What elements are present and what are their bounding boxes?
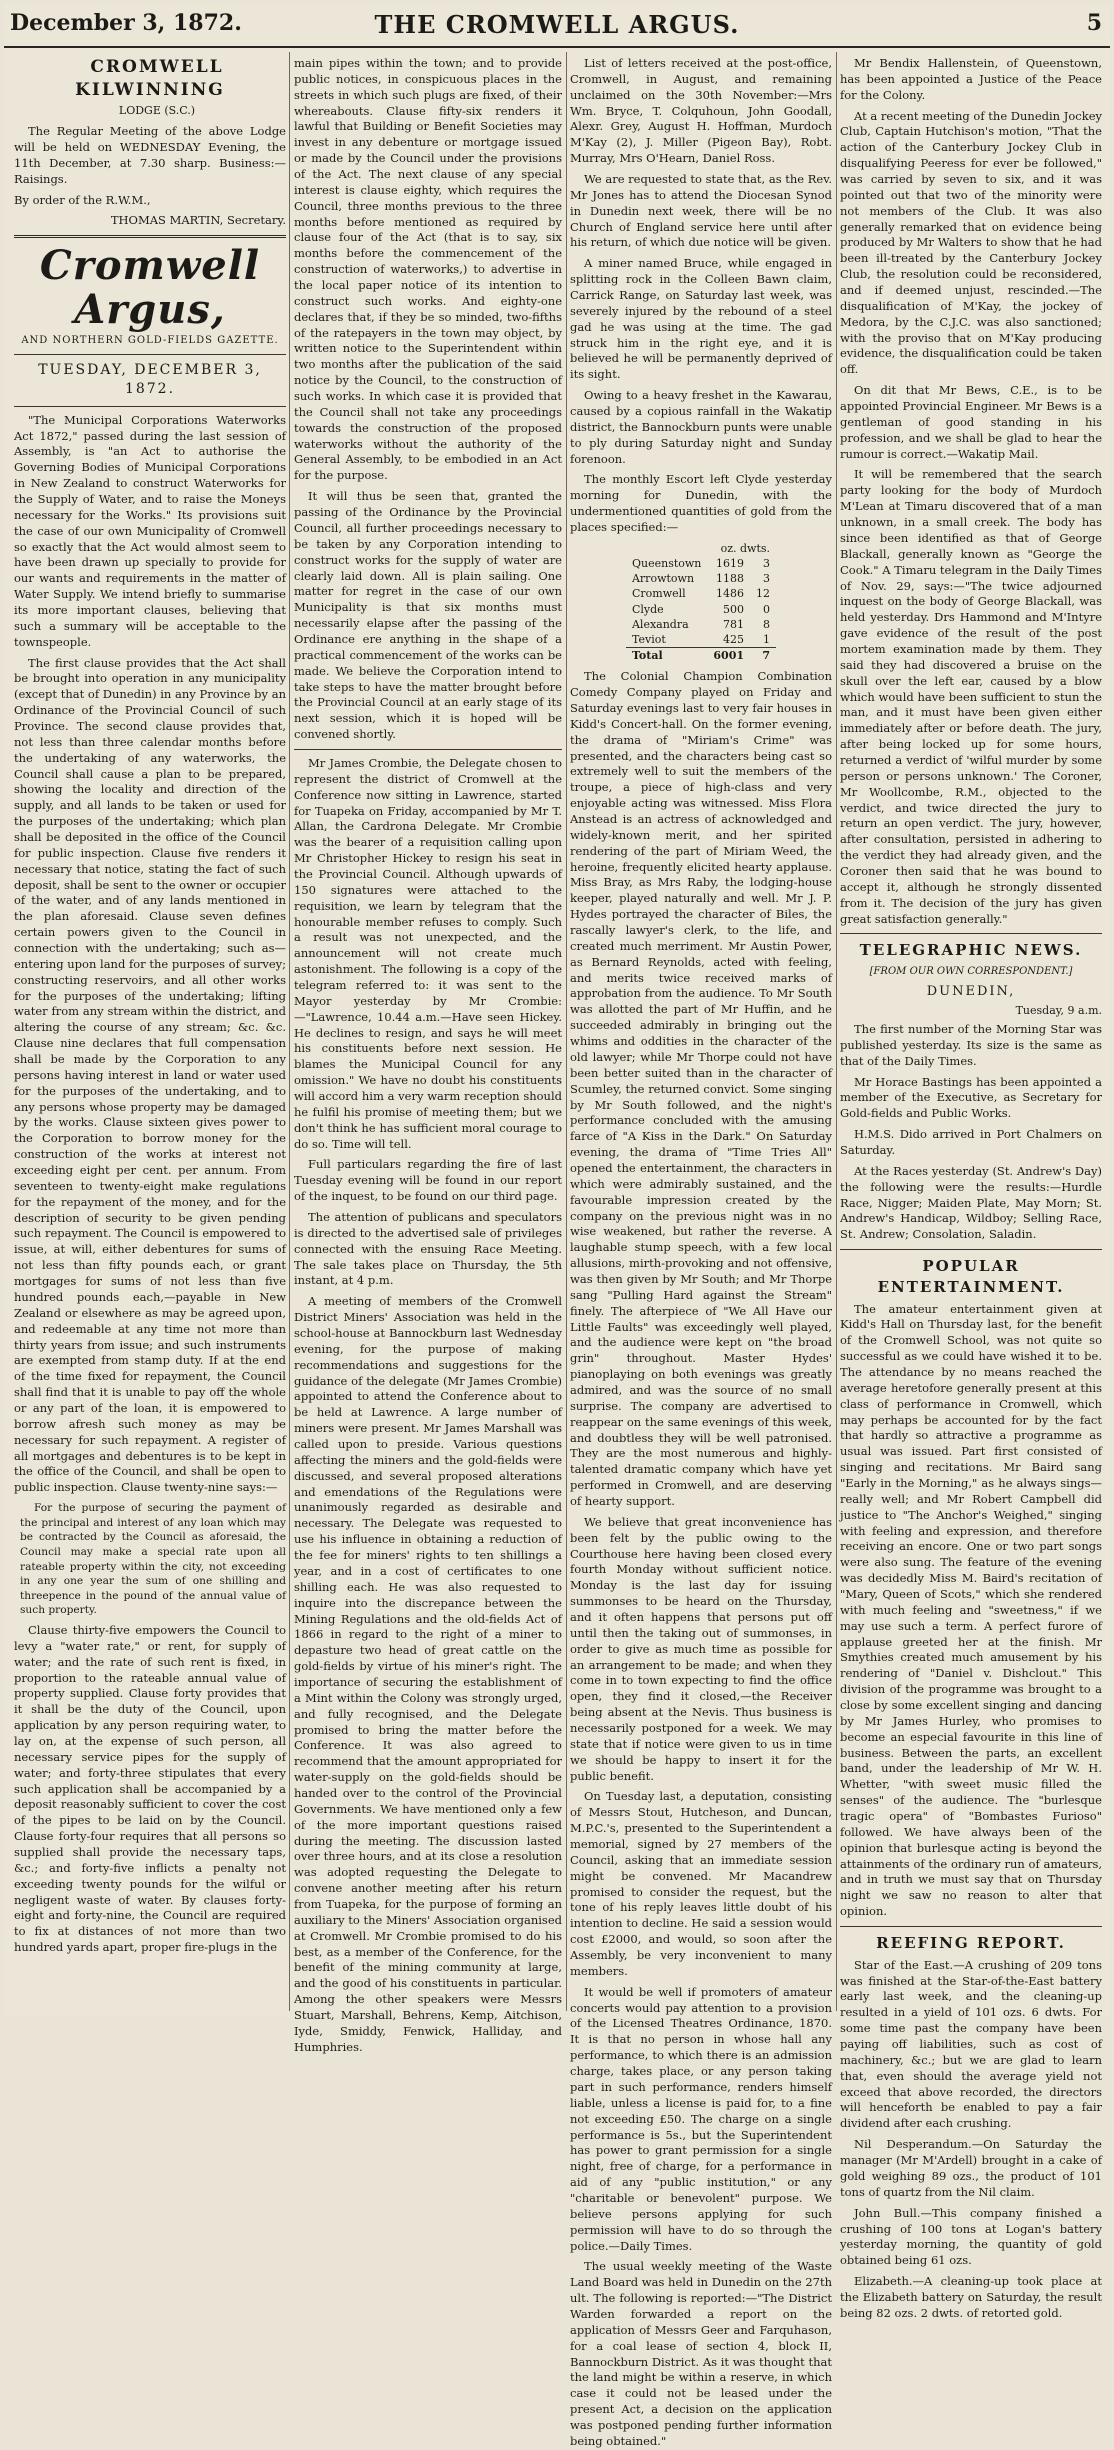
table-row [626, 617, 776, 632]
news-paragraph: Owing to a heavy freshet in the Kawarau, caused by a copious rainfall in the Wakatip district, the Bannockburn punts were unable to ply during Saturday night and Sunday forenoon. [570, 388, 832, 466]
table-row [626, 586, 776, 601]
news-paragraph: Full particulars regarding the fire of last Tuesday evening will be found in our report of the inquest, to be found on our third page. [294, 1157, 562, 1204]
column-rule [566, 52, 567, 2011]
reefing-item: Elizabeth.—A cleaning-up took place at the Elizabeth battery on Saturday, the result being 82 ozs. 2 dwts. of retorted gold. [840, 2274, 1102, 2320]
divider [840, 933, 1102, 934]
nameplate: Cromwell Argus, [39, 242, 261, 334]
gold-dwts: 3 [763, 572, 771, 586]
issue-date: December 3, 1872. [10, 10, 242, 36]
telegraphic-heading: TELEGRAPHIC NEWS. [859, 941, 1083, 960]
gold-place: Alexandra [631, 617, 689, 631]
gold-oz: 425 [723, 632, 745, 646]
popular-entertainment-heading: POPULAR ENTERTAINMENT. [877, 1257, 1065, 1296]
divider [294, 749, 562, 750]
news-paragraph: At a recent meeting of the Dunedin Jockey Club, Captain Hutchison's motion, "That the action of the Canterbury Jockey Club in disqualifying Peeress for ever be followed," was carried by seven to six, and it was pointed out that two of the minority were not members of the Club. It was also generally remarked that on evidence being produced by Mr Walters to show that he had been ill-treated by the Canterbury Jockey Club, the resolution could be reconsidered, and if deemed unjust, rescinded.—The disqualification of M'Kay, the jockey of Medora, by the C.J.C. was also sanctioned; with the proviso that on M'Kay producing evidence, the disqualification could be taken off. [840, 108, 1102, 377]
news-paragraph: The monthly Escort left Clyde yesterday morning for Dunedin, with the undermentioned quantities of gold from the places specified:— [570, 472, 832, 535]
table-row [626, 602, 776, 617]
gold-escort-table [626, 541, 776, 663]
gold-total-label: Total [626, 648, 707, 664]
lodge-notice [14, 56, 286, 229]
divider [840, 1926, 1102, 1927]
news-paragraph: We are requested to state that, as the Rev. Mr Jones has to attend the Diocesan Synod in Dunedin next week, there will be no Church of England service here until after his return, of which due notice will be given. [570, 172, 833, 250]
gold-oz: 500 [723, 602, 745, 616]
news-paragraph: List of letters received at the post-office, Cromwell, in August, and remaining unclaimed on the 30th November:—Mrs Wm. Bryce, T. Colquhoun, John Goodall, Alexr. Grey, August H. Hoffman, Murdoch M'Kay (2), J. Miller (Pigeon Bay), Robt. Murray, Mrs O'Hearn, Daniel Ross. [570, 56, 832, 166]
editorial-dateline: TUESDAY, DECEMBER 3, 1872. [38, 362, 262, 398]
column-3 [570, 56, 833, 2448]
news-paragraph: A miner named Bruce, while engaged in splitting rock in the Colleen Bawn claim, Carrick Range, on Saturday last week, was severely injured by the rebound of a steel gad he was using at the time. The gad struck him in the right eye, and it is believed he will be permanently deprived of its sight. [570, 256, 832, 382]
table-total-row [626, 648, 776, 664]
nameplate-subtitle: AND NORTHERN GOLD-FIELDS GAZETTE. [21, 335, 279, 347]
reefing-report-heading: REEFING REPORT. [876, 1934, 1066, 1953]
table-row [626, 571, 776, 586]
column-rule [289, 52, 290, 2011]
editorial-paragraph: It will thus be seen that, granted the passing of the Ordinance by the Provincial Council, all further proceedings necessary to be taken by any Corporation intending to construct works for the supply of water are clearly laid down. All is plain sailing. One matter for regret in the case of our own Municipality is that six months must necessarily elapse after the passing of the Ordinance ere anything in the shape of a practical commencement of the works can be made. We believe the Corporation intend to take steps to have the matter brought before the Provincial Council at an early stage of its next session, which it is hoped will be convened shortly. [294, 489, 562, 742]
lodge-subtitle: LODGE (S.C.) [118, 103, 196, 117]
masthead [4, 4, 1110, 48]
gold-total-oz: 6001 [707, 648, 750, 664]
column-1 [14, 56, 286, 2011]
gold-dwts: 8 [763, 617, 771, 631]
gold-oz: 1486 [716, 587, 745, 601]
news-paragraph: The Colonial Champion Combination Comedy Company played on Friday and Saturday evenings last to very fair houses in Kidd's Concert-hall. On the former evening, the drama of "Miriam's Crime" was presented, and the characters being cast so extremely well to suit the members of the troupe, a piece of high-class and very enjoyable acting was witnessed. Miss Flora Anstead is an actress of acknowledged and widely-known merit, and her spirited rendering of the part of Miriam Weed, the heroine, frequently elicited hearty applause. Miss Bray, as Mrs Raby, the lodging-house keeper, played naturally and well. Mr J. P. Hydes portrayed the character of Biles, the rascally lawyer's clerk, to the life, and created much merriment. Mr Austin Power, as Bernard Reynolds, acted with feeling, and merits twice received marks of approbation from the audience. To Mr South was allotted the part of Mr Huffin, and he succeeded admirably in bringing out the whims and oddities in the character of the old lawyer; while Mr Thorpe could not have been better suited than in the character of Scumley, the returned convict. Some singing by Mr South followed, and the night's performance concluded with the amusing farce of "A Kiss in the Dark." On Saturday evening, the drama of "Time Tries All" opened the entertainment, the characters in which were admirably sustained, and the favourable impression created by the company on the previous night was in no wise weakened, but rather the reverse. A laughable stump speech, with a few local allusions, mirth-provoking and not offensive, was then given by Mr South; and Mr Thorpe sang "Pulling Hard against the Stream" finely. The afterpiece of "We All Have our Little Faults" was exceedingly well played, and the audience were kept on "the broad grin" throughout. Master Hydes' pianoplaying on both evenings was greatly admired, and was the source of no small surprise. The company are advertised to reappear on the same evenings of this week, and doubtless they will be well patronised. They are the most numerous and highly-talented dramatic company which have yet performed in Cromwell, and are deserving of hearty support. [570, 669, 832, 1508]
news-paragraph: It would be well if promoters of amateur concerts would pay attention to a provision of the Licensed Theatres Ordinance, 1870. It is that no person in whose hall any performance, to which there is an admission charge, takes place, or any person taking part in such performance, renders himself liable, unless a license is paid for, to a fine not exceeding £50. The charge on a single performance is 5s., but the Superintendent has power to grant permission for a single night, free of charge, for a performance in aid of any "public institution," or any "charitable or benevolent" purpose. We believe persons applying for such permission will have to do so through the police.—Daily Times. [570, 1984, 832, 2253]
news-paragraph: A meeting of members of the Cromwell District Miners' Association was held in the school-house at Bannockburn last Wednesday evening, for the purpose of making recommendations and suggestions for the guidance of the delegate (Mr James Crombie) appointed to attend the Conference about to be held at Lawrence. A large number of miners were present. Mr James Marshall was called upon to preside. Various questions affecting the miners and the gold-fields were discussed, and several proposed alterations and emendations of the Regulations were unanimously regarded as desirable and necessary. The Delegate was requested to use his influence in obtaining a reduction of the fee for miners' rights to ten shillings a year, and in a cost of certificates to one shilling each. He was also requested to inquire into the discrepance between the Mining Regulations and the old-fields Act of 1866 in regard to the right of a miner to depasture two head of great cattle on the gold-fields by virtue of his miner's right. The importance of securing the establishment of a Mint within the Colony was strongly urged, and fully recognised, and the Delegate promised to bring the matter before the Conference. It was also agreed to recommend that the amount appropriated for water-supply on the gold-fields should be handed over to the control of the Provincial Governments. We have mentioned only a few of the more important questions raised during the meeting. The discussion lasted over three hours, and at its close a resolution was adopted requesting the Delegate to convene another meeting after his return from Tuapeka, for the purpose of forming an auxiliary to the Miners' Association organised at Cromwell. Mr Crombie promised to do his best, as a member of the Conference, for the benefit of the mining community at large, and the good of his constituents in particular. Among the other speakers were Messrs Stuart, Marshall, Behrens, Kemp, Aitchison, Iyde, Smiddy, Fenwick, Halliday, and Humphries. [294, 1294, 562, 2054]
news-paragraph: The attention of publicans and speculators is directed to the advertised sale of privileges connected with the ensuing Race Meeting. The sale takes place on Thursday, the 5th instant, at 4 p.m. [294, 1210, 562, 1288]
reefing-item: Star of the East.—A crushing of 209 tons was finished at the Star-of-the-East battery early last week, and the cleaning-up resulted in a yield of 101 ozs. 6 dwts. For some time past the company have been paying off liabilities, such as cost of machinery, &c.; but we are glad to learn that, even should the average yield not exceed that above recorded, the directors will henceforth be enabled to pay a fair dividend after each crushing. [840, 1957, 1102, 2131]
gold-place: Arrowtown [631, 572, 695, 586]
column-rule [836, 52, 837, 2011]
telegraph-item: At the Races yesterday (St. Andrew's Day) the following were the results:—Hurdle Race, Nigger; Maiden Plate, May Morn; St. Andrew's Handicap, Wildboy; Selling Race, St. Andrew; Consolation, Saladin. [840, 1163, 1102, 1242]
divider [14, 235, 286, 238]
telegraphic-subheading: [FROM OUR OWN CORRESPONDENT.] [869, 966, 1073, 978]
editorial-paragraph: The first clause provides that the Act shall be brought into operation in any municipality (except that of Dunedin) in any Province by an Ordinance of the Provincial Council of such Province. The second clause provides that, not less than three calendar months before the undertaking of any waterworks, the Council shall cause a plan to be prepared, showing the locality and direction of the supply, and all lands to be taken or used for the purposes of the undertaking; which plan shall be deposited in the office of the Council for public inspection. Clause five renders it necessary that notice, stating the fact of such deposit, shall be sent to the owner or occupier of the water, and of any lands mentioned in the plan aforesaid. Clause seven defines certain powers given to the Council in connection with the undertaking; such as—entering upon land for the purposes of survey; constructing reservoirs, and all other works for the purposes of the undertaking; lifting water from any stream within the district, and altering the course of any stream; &c. &c. Clause nine declares that full compensation shall be made by the Corporation to any persons having interest in land or water used for the purposes of the undertaking, and to any persons whose property may be damaged by the works. Clause sixteen gives power to the Corporation to borrow money for the construction of the works at interest not exceeding eight per cent. per annum. From seventeen to twenty-eight make regulations for the repayment of the money, and for the description of security to be given pending such repayment. The Council is empowered to issue, at will, either debentures for sums of not less than fifty pounds each, or grant mortgages for sums of not less than five hundred pounds each,—payable in New Zealand or elsewhere as may be agreed upon, and redeemable at any time not more than thirty years from issue; and such instruments are exempted from stamp duty. If at the end of the time fixed for repayment, the Council shall find that it is unable to pay off the whole or any part of the loan, it is empowered to borrow afresh such money as may be necessary for such repayment. A register of all mortgages and debentures is to be kept in the office of the Council, and shall be open to public inspection. Clause twenty-nine says:— [14, 655, 286, 1495]
gold-oz: 1619 [716, 557, 745, 571]
divider [840, 1249, 1102, 1250]
telegraph-item: The first number of the Morning Star was published yesterday. Its size is the same as that of the Daily Times. [840, 1022, 1102, 1068]
lodge-order: By order of the R.W.M., [14, 192, 151, 207]
page-number: 5 [1086, 10, 1102, 36]
gold-place: Clyde [631, 602, 664, 616]
reefing-item: Nil Desperandum.—On Saturday the manager (Mr M'Ardell) brought in a cake of gold weighing 89 ozs., the product of 101 tons of quartz from the Nil claim. [840, 2137, 1102, 2199]
gold-place: Teviot [631, 632, 666, 646]
gold-total-dwts: 7 [750, 648, 776, 664]
telegraphic-city: DUNEDIN, [926, 983, 1016, 999]
gold-oz: 781 [723, 617, 745, 631]
gold-dwts: 1 [763, 632, 771, 646]
news-paragraph: On dit that Mr Bews, C.E., is to be appointed Provincial Engineer. Mr Bews is a gentleman of good standing in his profession, and we shall be glad to hear the rumour is correct.—Wakatip Mail. [840, 383, 1102, 461]
column-2 [294, 56, 562, 2054]
gold-place: Queenstown [631, 557, 702, 571]
lodge-title: CROMWELL KILWINNING [75, 57, 225, 101]
entertainment-paragraph: The amateur entertainment given at Kidd's Hall on Thursday last, for the benefit of the Cromwell School, was not quite so successful as we could have wished it to be. The attendance by no means reached the average heretofore generally present at this class of performance in Cromwell, which may perhaps be accounted for by the fact that hardly so attractive a programme as usual was issued. Part first consisted of singing and recitations. Mr Baird sang "Early in the Morning," as he always sings—really well; and Mr Robert Campbell did justice to "The Anchor's Weighed," singing with feeling and expression, and therefore receiving an encore. One or two part songs were also sung. The feature of the evening was decidedly Miss M. Baird's recitation of "Mary, Queen of Scots," which she rendered with much feeling and "sweetness," if we may use such a term. A perfect furore of applause greeted her at the finish. Mr Smythies created much amusement by his rendering of "Daniel v. Dishclout." This division of the programme was brought to a close by some excellent singing and dancing by Mr James Hurley, who promises to become an especial favourite in this line of business. Between the parts, an excellent band, under the leadership of Mr W. H. Whetter, "with sweet music filled the senses" of the audience. The "burlesque tragic opera" of "Bombastes Furioso" followed. We have always been of the opinion that burlesque acting is beyond the attainments of the ordinary run of amateurs, and in truth we must say that on Thursday night we saw no reason to alter that opinion. [840, 1301, 1102, 1919]
news-paragraph: The usual weekly meeting of the Waste Land Board was held in Dunedin on the 27th ult. The following is reported:—"The District Warden forwarded a report on the application of Messrs Geer and Farquhason, for a coal lease of section 4, block II, Bannockburn District. As it was thought that the land might be within a reserve, in which case it could not be leased under the present Act, a decision on the application was postponed pending further information being obtained." [570, 2259, 832, 2448]
telegraph-item: Mr Horace Bastings has been appointed a member of the Executive, as Secretary for Gold-fields and Public Works. [840, 1074, 1102, 1121]
divider [14, 354, 286, 355]
column-4 [840, 56, 1102, 2320]
table-row [626, 556, 776, 571]
lodge-signer: THOMAS MARTIN, Secretary. [110, 213, 286, 228]
divider [14, 406, 286, 407]
table-header-row [626, 541, 776, 556]
news-paragraph: On Tuesday last, a deputation, consisting of Messrs Stout, Hutcheson, and Duncan, M.P.C.'s, presented to the Superintendent a memorial, signed by 27 members of the Council, asking that an immediate session might be convened. Mr Macandrew promised to consider the request, but the tone of his reply leaves little doubt of his intention to decline. He said a session would cost £2000, and would, so soon after the Assembly, be very inconvenient to many members. [570, 1789, 832, 1978]
gold-oz: 1188 [716, 572, 745, 586]
editorial-paragraph: main pipes within the town; and to provide public notices, in conspicuous places in the streets in which such plugs are fixed, of their whereabouts. Clause fifty-six renders it lawful that Building or Benefit Societies may invest in any debenture or mortgage issued or made by the Council under the provisions of the Act. The next clause of any special interest is clause eighty, which requires the Council, three months previous to the three months before mentioned as required by clause four of the Act (that is to say, six months before the commencement of the construction of waterworks,) to advertise in the local paper notice of its intention to construct such works. And eighty-one declares that, if they be so minded, two-fifths of the ratepayers in the town may object, by written notice to the Superintendent within two months after the publication of the said notice by the Council, to the construction of such works. In which case it is provided that the Council shall not take any proceedings towards the construction of the proposed waterworks without the authority of the General Assembly, to be embodied in an Act for the purpose. [294, 56, 562, 483]
telegraph-item: H.M.S. Dido arrived in Port Chalmers on Saturday. [840, 1127, 1102, 1158]
editorial-paragraph: "The Municipal Corporations Waterworks Act 1872," passed during the last session of Assembly, is "an Act to authorise the Governing Bodies of Municipal Corporations in New Zealand to construct Waterworks for the Supply of Water, and to raise the Moneys necessary for the Works." Its provisions suit the case of our own Municipality of Cromwell so exactly that the Act would almost seem to have been drawn up specially to provide for our wants and requirements in the matter of Water Supply. We intend briefly to summarise its more important clauses, believing that such a summary will be acceptable to the townspeople. [14, 412, 286, 649]
gold-place: Cromwell [631, 587, 686, 601]
gold-dwts: 12 [756, 587, 771, 601]
news-paragraph: We believe that great inconvenience has been felt by the public owing to the Courthouse here having been closed every fourth Monday without sufficient notice. Monday is the last day for issuing summonses to be heard on the Thursday, and it often happens that persons put off until then the taking out of summonses, in order to give as much time as possible for an arrangement to be made; and when they come in to town expecting to find the office open, they find it closed,—the Receiver being absent at the Nevis. Thus business is necessarily postponed for a week. We may state that if notice were given to us in time we should be happy to insert it for the public benefit. [570, 1514, 832, 1783]
lodge-notice-text: The Regular Meeting of the above Lodge will be held on WEDNESDAY Evening, the 11th December, at 7.30 sharp. Business:— Raisings. [14, 124, 286, 186]
table-row [626, 632, 776, 648]
telegraphic-time: Tuesday, 9 a.m. [1015, 1003, 1102, 1017]
gold-dwts: 3 [763, 557, 771, 571]
gold-dwts: 0 [763, 602, 771, 616]
news-paragraph: Mr Bendix Hallenstein, of Queenstown, has been appointed a Justice of the Peace for the Colony. [840, 56, 1102, 102]
unit-header: oz. dwts. [720, 541, 771, 555]
editorial-paragraph: Clause thirty-five empowers the Council to levy a "water rate," or rent, for supply of water; and the rate of such rent is fixed, in proportion to the rateable annual value of property supplied. Clause forty provides that it shall be the duty of the Council, upon application by any person requiring water, to lay on, at the expense of such person, all necessary service pipes for the supply of water; and forty-three stipulates that every such application shall be accompanied by a deposit reasonably sufficient to cover the cost of the pipes to be laid on by the Council. Clause forty-four requires that all persons so supplied shall provide the necessary taps, &c.; and forty-five inflicts a penalty not exceeding twenty pounds for the wilful or negligent waste of water. By clauses forty-eight and forty-nine, the Council are required to fix at distances of not more than two hundred yards apart, proper fire-plugs in the [14, 1622, 286, 1955]
news-paragraph: It will be remembered that the search party looking for the body of Murdoch M'Lean at Timaru discovered that of a man unknown, in a small creek. The body has since been identified as that of George Blackall, generally known as "George the Cook." A Timaru telegram in the Daily Times of Nov. 29, says:—"The twice adjourned inquest on the body of George Blackall, was held yesterday. Drs Hammond and M'Intyre gave evidence of the result of the post mortem examination made by them. They said they had discovered a bruise on the skull over the left ear, caused by a blow which would have been sufficient to stun the man, and it must have been given either immediately after or before death. The jury, after being locked up for some hours, returned a verdict of 'wilful murder by some person or persons unknown.' The Coroner, Mr Woollcombe, R.M., objected to the verdict, and twice directed the jury to return an open verdict. The jury, however, after consultation, persisted in adhering to the verdict they had already given, and the Coroner then said that he was bound to accept it, although he strongly dissented from it. The decision of the jury has given great satisfaction generally." [840, 467, 1102, 926]
newspaper-page [4, 4, 1110, 2448]
reefing-item: John Bull.—This company finished a crushing of 100 tons at Logan's battery yesterday morning, the quantity of gold obtained being 61 ozs. [840, 2205, 1102, 2268]
news-paragraph: Mr James Crombie, the Delegate chosen to represent the district of Cromwell at the Conference now sitting in Lawrence, started for Tuapeka on Friday, accompanied by Mr T. Allan, the Cardrona Delegate. Mr Crombie was the bearer of a requisition calling upon Mr Christopher Hickey to resign his seat in the Provincial Council. Although upwards of 150 signatures were attached to the requisition, we learn by telegram that the honourable member refuses to comply. Such a result was not unexpected, and the announcement will not create much astonishment. The following is a copy of the telegram referred to: it was sent to the Mayor yesterday by Mr Crombie:—"Lawrence, 10.44 a.m.—Have seen Hickey. He declines to resign, and says he will meet his constituents before next session. He blames the Municipal Council for any omission." We have no doubt his constituents will accord him a very warm reception should he fulfil his promise of meeting them; but we don't think he has sufficient moral courage to do so. Time will tell. [294, 755, 562, 1151]
paper-title: THE CROMWELL ARGUS. [374, 10, 740, 39]
editorial-quote: For the purpose of securing the payment of the principal and interest of any loan which may be contracted by the Council as aforesaid, the Council may make a special rate upon all rateable property within the city, not exceeding in any one year the sum of one shilling and threepence in the pound of the annual value of such property. [20, 1502, 286, 1617]
